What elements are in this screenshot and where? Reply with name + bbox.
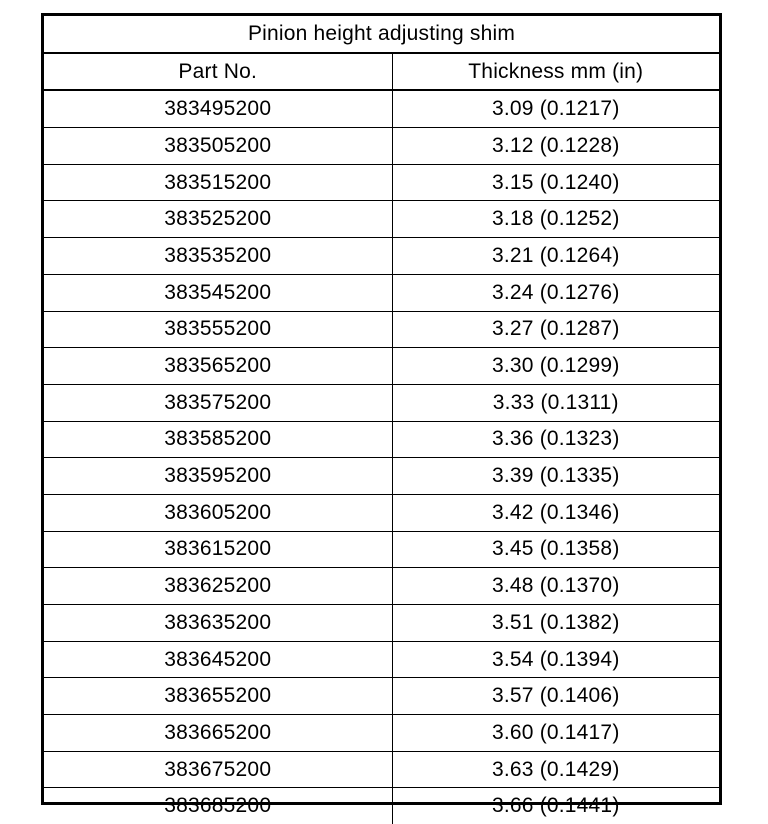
thickness-cell: 3.12 (0.1228) — [392, 128, 719, 165]
part-number-cell: 383645200 — [44, 641, 392, 678]
thickness-cell: 3.24 (0.1276) — [392, 274, 719, 311]
table-row — [44, 458, 719, 495]
part-number-cell: 383545200 — [44, 274, 392, 311]
thickness-cell: 3.51 (0.1382) — [392, 605, 719, 642]
part-number-cell: 383625200 — [44, 568, 392, 605]
part-number-cell: 383525200 — [44, 201, 392, 238]
table-row — [44, 751, 719, 788]
table-row — [44, 238, 719, 275]
part-number-cell: 383685200 — [44, 788, 392, 824]
thickness-cell: 3.15 (0.1240) — [392, 164, 719, 201]
part-number-cell: 383595200 — [44, 458, 392, 495]
table-row — [44, 274, 719, 311]
thickness-cell: 3.54 (0.1394) — [392, 641, 719, 678]
table-row — [44, 494, 719, 531]
table-row — [44, 531, 719, 568]
table-row — [44, 128, 719, 165]
thickness-cell: 3.30 (0.1299) — [392, 348, 719, 385]
part-number-cell: 383505200 — [44, 128, 392, 165]
thickness-cell: 3.36 (0.1323) — [392, 421, 719, 458]
part-number-cell: 383575200 — [44, 384, 392, 421]
table-body — [44, 90, 719, 824]
table-row — [44, 715, 719, 752]
part-number-cell: 383605200 — [44, 494, 392, 531]
part-number-cell: 383565200 — [44, 348, 392, 385]
table-row — [44, 568, 719, 605]
thickness-cell: 3.18 (0.1252) — [392, 201, 719, 238]
thickness-cell: 3.45 (0.1358) — [392, 531, 719, 568]
table-row — [44, 348, 719, 385]
table-title: Pinion height adjusting shim — [44, 16, 719, 53]
part-number-cell: 383675200 — [44, 751, 392, 788]
part-number-cell: 383515200 — [44, 164, 392, 201]
table-row — [44, 90, 719, 127]
part-number-cell: 383585200 — [44, 421, 392, 458]
table-header-row — [44, 53, 719, 91]
table-title-row — [44, 16, 719, 53]
thickness-cell: 3.57 (0.1406) — [392, 678, 719, 715]
thickness-cell: 3.66 (0.1441) — [392, 788, 719, 824]
table-row — [44, 164, 719, 201]
part-number-cell: 383615200 — [44, 531, 392, 568]
column-header-part-no: Part No. — [44, 53, 392, 91]
thickness-cell: 3.21 (0.1264) — [392, 238, 719, 275]
thickness-cell: 3.63 (0.1429) — [392, 751, 719, 788]
shim-table-container — [41, 13, 722, 818]
thickness-cell: 3.33 (0.1311) — [392, 384, 719, 421]
table-row — [44, 678, 719, 715]
part-number-cell: 383555200 — [44, 311, 392, 348]
column-header-thickness: Thickness mm (in) — [392, 53, 719, 91]
thickness-cell: 3.48 (0.1370) — [392, 568, 719, 605]
table-row — [44, 788, 719, 824]
table-row — [44, 201, 719, 238]
thickness-cell: 3.39 (0.1335) — [392, 458, 719, 495]
table-row — [44, 421, 719, 458]
thickness-cell: 3.60 (0.1417) — [392, 715, 719, 752]
part-number-cell: 383635200 — [44, 605, 392, 642]
thickness-cell: 3.09 (0.1217) — [392, 90, 719, 127]
part-number-cell: 383495200 — [44, 90, 392, 127]
part-number-cell: 383665200 — [44, 715, 392, 752]
table-row — [44, 641, 719, 678]
part-number-cell: 383655200 — [44, 678, 392, 715]
thickness-cell: 3.27 (0.1287) — [392, 311, 719, 348]
thickness-cell: 3.42 (0.1346) — [392, 494, 719, 531]
shim-table — [44, 16, 719, 824]
table-row — [44, 384, 719, 421]
table-row — [44, 605, 719, 642]
table-row — [44, 311, 719, 348]
part-number-cell: 383535200 — [44, 238, 392, 275]
